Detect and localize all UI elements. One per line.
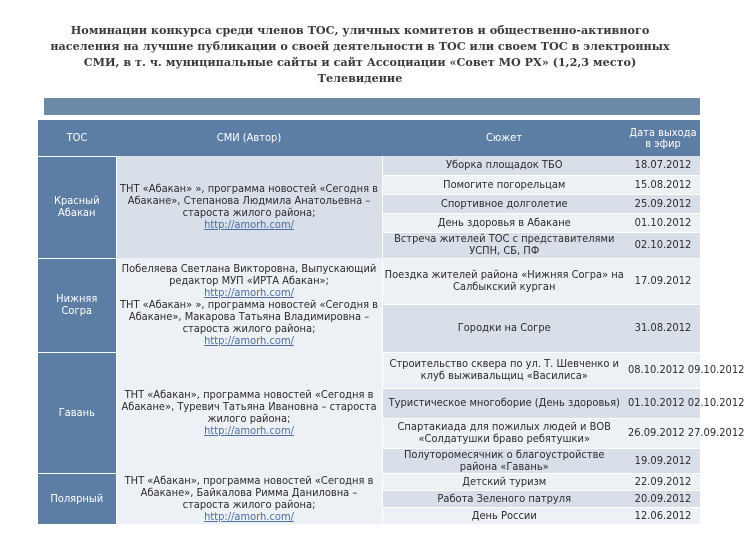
nominations-table xyxy=(38,120,744,525)
plot-cell: Поездка жителей района «Нижняя Согра» на Салбыкский курган xyxy=(382,258,626,304)
date-cell: 15.08.2012 xyxy=(626,175,700,194)
table-row xyxy=(38,156,700,175)
plot-cell: Работа Зеленого патруля xyxy=(382,490,626,507)
plot-cell: Встреча жителей ТОС с представителями УСПН, СБ, ПФ xyxy=(382,232,626,258)
smi-cell xyxy=(116,473,382,524)
smi-cell xyxy=(116,352,382,473)
tos-krasny-abakan: Красный Абакан xyxy=(38,156,116,258)
smi-text: Побеляева Светлана Викторовна, Выпускающий редактор МУП «ИРТА Абакан»; xyxy=(121,262,377,287)
header-plot: Сюжет xyxy=(382,120,626,156)
date-cell: 01.10.2012 02.10.2012 xyxy=(626,388,700,418)
amorh-link[interactable]: http://amorh.com/ xyxy=(204,423,294,437)
title-line: Телевидение xyxy=(317,71,403,85)
tos-gavan: Гавань xyxy=(38,352,116,473)
plot-cell: Спортивное долголетие xyxy=(382,194,626,213)
date-cell: 20.09.2012 xyxy=(626,490,700,507)
header-tos: ТОС xyxy=(38,120,116,156)
tos-polyarny: Полярный xyxy=(38,473,116,524)
amorh-link[interactable]: http://amorh.com/ xyxy=(204,334,294,347)
date-cell: 25.09.2012 xyxy=(626,194,700,213)
smi-cell xyxy=(116,258,382,352)
plot-cell: День здоровья в Абакане xyxy=(382,213,626,232)
date-cell: 31.08.2012 xyxy=(626,304,700,352)
tos-nizhnyaya-sogra: Нижняя Согра xyxy=(38,258,116,352)
header-date: Дата выхода в эфир xyxy=(626,120,700,156)
date-cell: 18.07.2012 xyxy=(626,156,700,175)
date-cell: 01.10.2012 xyxy=(626,213,700,232)
smi-text: ТНТ «Абакан» », программа новостей «Сегодня в Абакане», Макарова Татьяна Владимировна – староста жилого района; xyxy=(119,298,379,335)
title-line: СМИ, в т. ч. муниципальные сайты и сайт Ассоциации «Совет МО РХ» (1,2,3 место) xyxy=(83,55,637,69)
title-line: Номинации конкурса среди членов ТОС, уличных комитетов и общественно-активного xyxy=(70,23,650,37)
plot-cell: Строительство сквера по ул. Т. Шевченко и клуб выживальщиц «Василиса» xyxy=(382,352,626,388)
plot-cell: Спартакиада для пожилых людей и ВОВ «Солдатушки браво ребятушки» xyxy=(382,418,626,448)
date-cell: 19.09.2012 xyxy=(626,448,700,473)
amorh-link[interactable]: http://amorh.com/ xyxy=(204,218,294,231)
title-line: населения на лучшие публикации о своей деятельности в ТОС или своем ТОС в электронных xyxy=(50,39,670,53)
header-smi: СМИ (Автор) xyxy=(116,120,382,156)
plot-cell: День России xyxy=(382,507,626,524)
plot-cell: Помогите погорельцам xyxy=(382,175,626,194)
table-row xyxy=(38,473,700,490)
date-cell: 02.10.2012 xyxy=(626,232,700,258)
date-cell: 17.09.2012 xyxy=(626,258,700,304)
slide-title xyxy=(40,22,680,86)
date-cell: 22.09.2012 xyxy=(626,473,700,490)
amorh-link[interactable]: http://amorh.com/ xyxy=(204,286,294,299)
table-header-row xyxy=(38,120,700,156)
smi-text: ТНТ «Абакан», программа новостей «Сегодня в Абакане», Байкалова Римма Даниловна – староста жилого района; xyxy=(124,473,374,511)
date-cell: 08.10.2012 09.10.2012 xyxy=(626,352,700,388)
smi-cell xyxy=(116,156,382,258)
table-row xyxy=(38,352,700,388)
date-cell: 12.06.2012 xyxy=(626,507,700,524)
smi-text: ТНТ «Абакан», программа новостей «Сегодня в Абакане», Туревич Татьяна Ивановна – староста жилого района; xyxy=(121,387,377,425)
table-row xyxy=(38,258,700,304)
date-cell: 26.09.2012 27.09.2012 xyxy=(626,418,700,448)
plot-cell: Детский туризм xyxy=(382,473,626,490)
amorh-link[interactable]: http://amorh.com/ xyxy=(204,509,294,523)
plot-cell: Городки на Согре xyxy=(382,304,626,352)
accent-bar xyxy=(44,98,700,115)
plot-cell: Полуторомесячник о благоустройстве района «Гавань» xyxy=(382,448,626,473)
plot-cell: Уборка площадок ТБО xyxy=(382,156,626,175)
smi-text: ТНТ «Абакан» », программа новостей «Сегодня в Абакане», Степанова Людмила Анатольевна – староста жилого района; xyxy=(119,182,379,219)
plot-cell: Туристическое многоборие (День здоровья) xyxy=(382,388,626,418)
